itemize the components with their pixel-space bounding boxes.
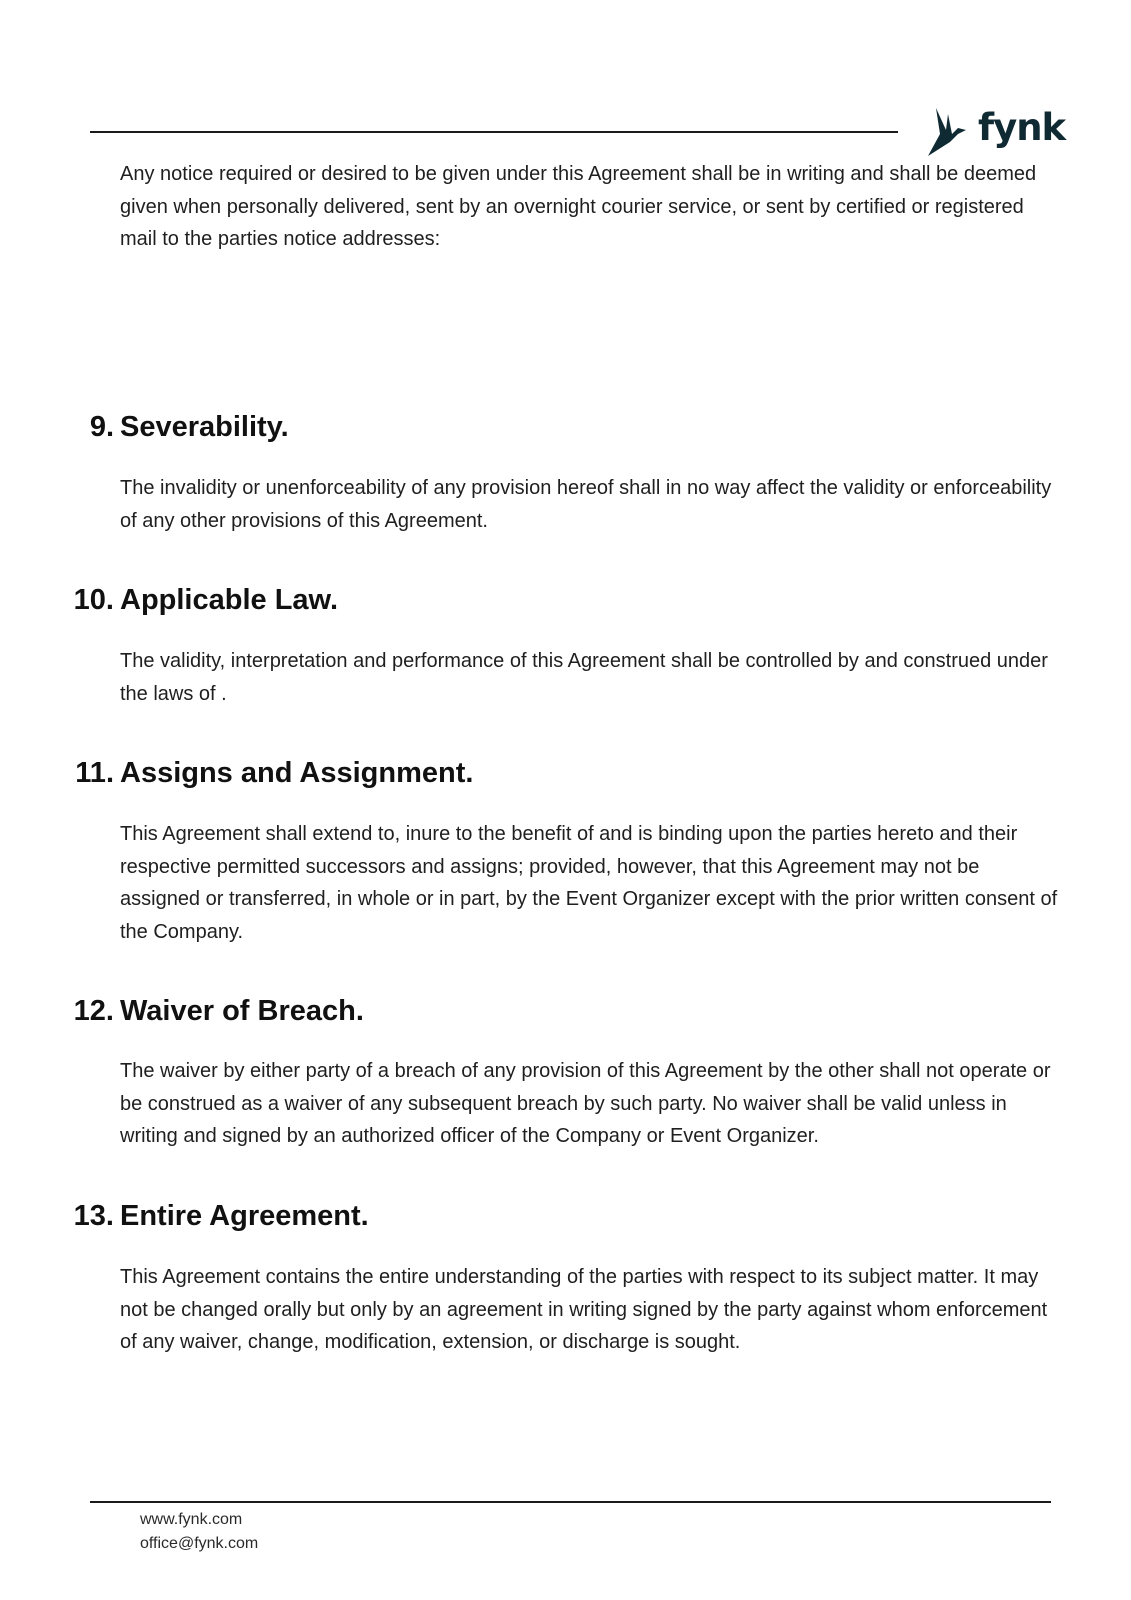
section-body-assigns: This Agreement shall extend to, inure to the benefit of and is binding upon the parties hereto and their respective permitted successors and assigns; provided, however, that this Agreement may not be assigned or transferred, in whole or in part, by the Event Organizer except with the prior written consent of the Company. [120,823,1058,943]
fynk-logo [922,104,1066,160]
fynk-bird-icon [922,104,974,160]
footer-divider [90,1501,1051,1503]
section-number: 10. [73,584,114,616]
section-heading-applicable-law [0,580,1131,620]
logo-wordmark: fynk [978,106,1066,149]
section-heading-entire-agreement [0,1196,1131,1236]
section-heading-waiver [0,991,1131,1031]
footer-email-link[interactable]: office@fynk.com [140,1535,259,1552]
section-heading-severability [0,407,1131,447]
section-number: 9. [89,411,114,443]
header-divider [90,131,898,133]
section-body-applicable-law: The validity, interpretation and performance of this Agreement shall be controlled by and construed under the laws of . [120,650,1048,705]
section-heading-assigns [0,753,1131,793]
section-body-severability: The invalidity or unenforceability of any provision hereof shall in no way affect the validity or enforceability of any other provisions of this Agreement. [120,477,1052,532]
section-title: Applicable Law. [120,584,339,616]
section-title: Severability. [120,411,289,443]
footer-website-link[interactable]: www.fynk.com [140,1511,243,1528]
section-title: Assigns and Assignment. [120,757,474,789]
section-number: 11. [75,757,114,789]
section-number: 12. [73,995,114,1027]
section-number: 13. [73,1200,114,1232]
notice-paragraph: Any notice required or desired to be given under this Agreement shall be in writing and shall be deemed given when personally delivered, sent by an overnight courier service, or sent by certified or registered mail to the parties notice addresses: [120,163,1037,250]
section-title: Waiver of Breach. [120,995,364,1027]
section-body-waiver: The waiver by either party of a breach of any provision of this Agreement by the other shall not operate or be construed as a waiver of any subsequent breach by such party. No waiver shall be valid unless in writing and signed by an authorized officer of the Company or Event Organizer. [120,1060,1051,1147]
section-title: Entire Agreement. [120,1200,369,1232]
section-body-entire-agreement: This Agreement contains the entire understanding of the parties with respect to its subject matter. It may not be changed orally but only by an agreement in writing signed by the party against whom enforcement of any waiver, change, modification, extension, or discharge is sought. [120,1266,1048,1353]
